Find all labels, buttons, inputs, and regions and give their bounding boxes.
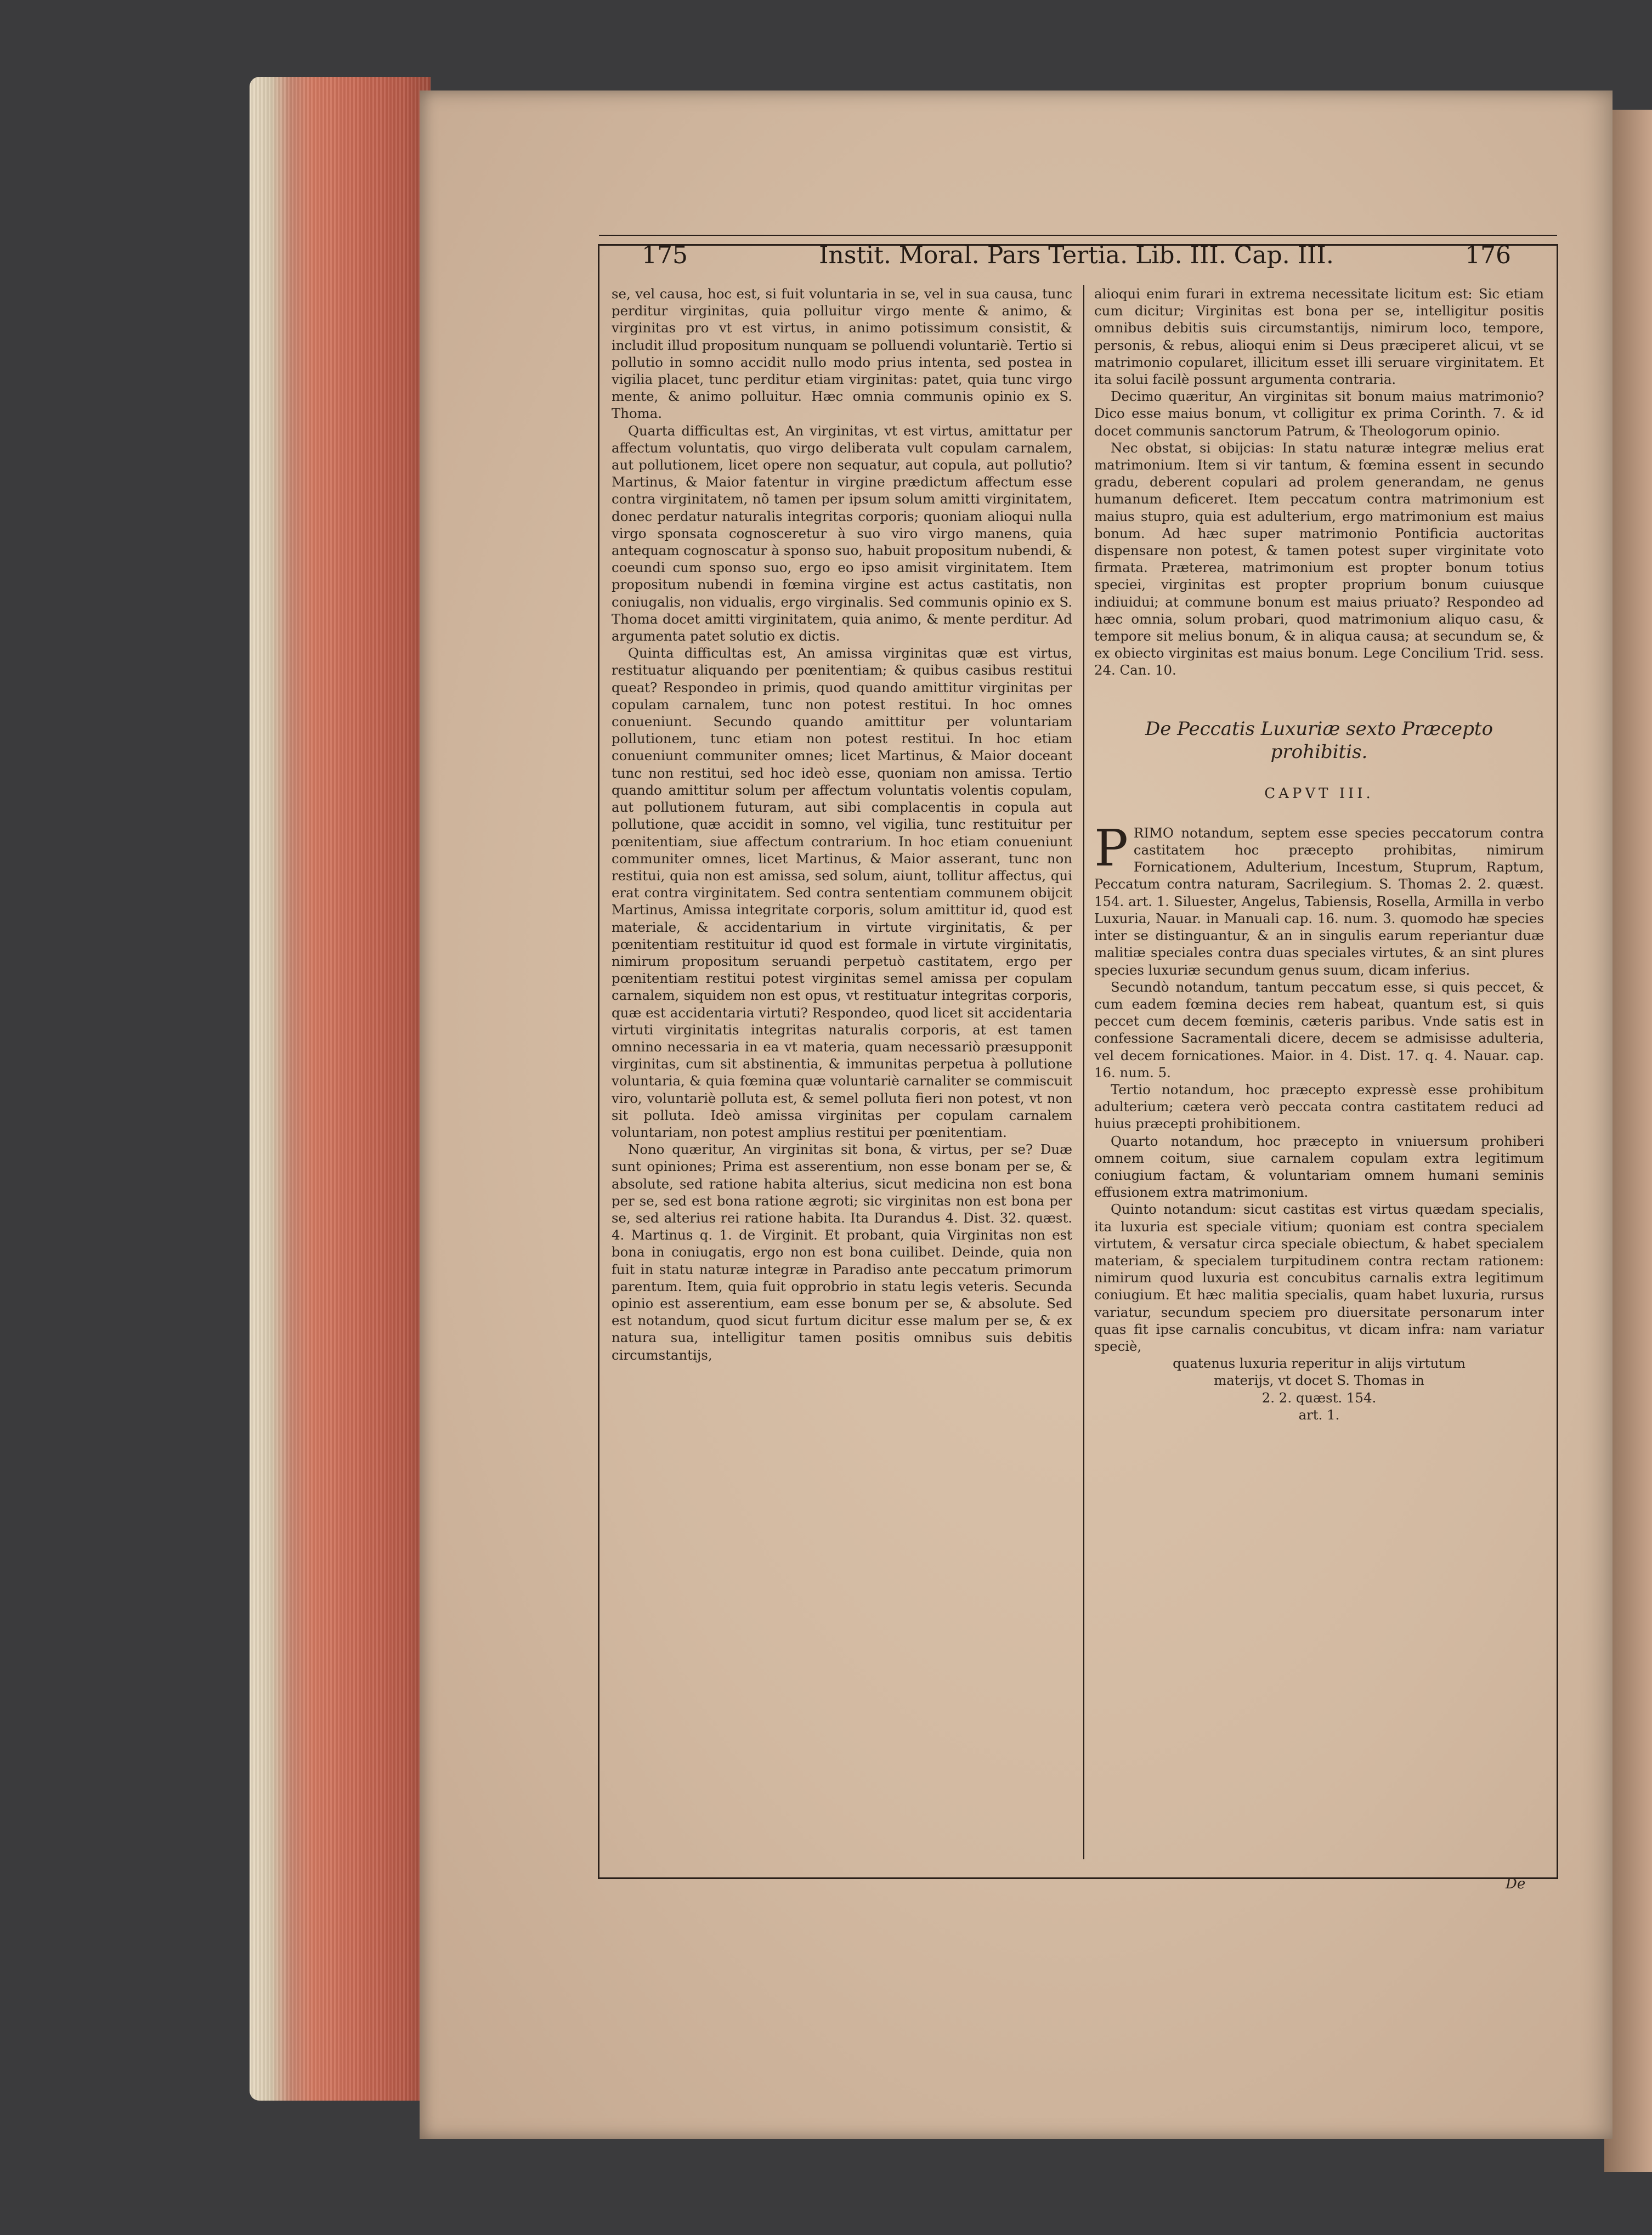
tapered-line: 2. 2. quæst. 154.	[1261, 1389, 1377, 1406]
paragraph: Decimo quæritur, An virginitas sit bonum maius matrimonio? Dico esse maius bonum, vt colligitur ex prima Corinth. 7. & id docet communis sanctorum Patrum, & Theologorum opinio.	[1094, 388, 1544, 439]
paragraph: Nono quæritur, An virginitas sit bona, & virtus, per se? Duæ sunt opiniones; Prima est asserentium, non esse bonam per se, & absolute, sed ratione habita alterius, sicut medicina non est bona per se, sed est bona ratione ægroti; sic virginitas non est bona per se, sed alterius rei ratione habita. Ita Durandus 4. Dist. 32. quæst. 4. Martinus q. 1. de Virginit. Et probant, quia Virginitas non est bona in coniugatis, ergo non est bona cuilibet. Deinde, quia non fuit in statu naturæ integræ in Paradiso ante peccatum primorum parentum. Item, quia fuit opprobrio in statu legis veteris. Secunda opinio est asserentium, eam esse bonum per se, & absolute. Sed est notandum, quod sicut furtum dicitur esse malum per se, & ex natura sua, intelligitur tamen positis omnibus suis debitis circumstantijs,	[612, 1141, 1072, 1363]
paragraph: Quinto notandum: sicut castitas est virtus quædam specialis, ita luxuria est speciale vitium; quoniam est contra specialem virtutem, & versatur circa speciale obiectum, & habet specialem materiam, & specialem turpitudinem contra rectam rationem: nimirum quod luxuria est concubitus carnalis extra legitimum coniugium. Et hæc malitia specialis, quam habet luxuria, rursus variatur, secundum speciem pro diuersitate personarum inter quas fit ipse carnalis concubitus, vt dicam infra: nam variatur speciè,	[1094, 1201, 1544, 1354]
paragraph: Tertio notandum, hoc præcepto expressè esse prohibitum adulterium; cætera verò peccata contra castitatem reduci ad huius præcepti prohibitionem.	[1094, 1081, 1544, 1132]
section-title: De Peccatis Luxuriæ sexto Præcepto prohibitis.	[1145, 717, 1493, 763]
right-column	[1094, 285, 1544, 1859]
running-title: Instit. Moral. Pars Tertia. Lib. III. Cap. III.	[819, 241, 1334, 269]
page-number-right: 176	[1465, 241, 1511, 269]
left-column	[612, 285, 1072, 1859]
column-divider	[1083, 285, 1084, 1859]
paragraph: Nec obstat, si obijcias: In statu naturæ integræ melius erat matrimonium. Item si vir tantum, & fœmina essent in secundo gradu, deberent copulari ad prolem generandam, ne genus humanum deficeret. Item peccatum contra matrimonium est maius stupro, quia est adulterium, ergo matrimonium est maius bonum. Ad hæc super matrimonio Pontificia auctoritas dispensare non potest, & tamen potest super virginitate voto firmata. Præterea, matrimonium est propter bonum totius speciei, virginitas est propter proprium bonum cuiusque indiuidui; at commune bonum est maius priuato? Respondeo ad hæc omnia, solum probari, quod matrimonium aliquo casu, & tempore sit melius bonum, & in aliqua causa; at secundum se, & ex obiecto virginitas est maius bonum. Lege Concilium Trid. sess. 24. Can. 10.	[1094, 439, 1544, 678]
chapter-heading: CAPVT III.	[1264, 785, 1374, 802]
paragraph: se, vel causa, hoc est, si fuit voluntaria in se, vel in sua causa, tunc perditur virginitas, quia polluitur virgo mente & animo, & virginitas pro vt est virtus, in animo potissimum consistit, & includit illud propositum nunquam se polluendi voluntariè. Tertio si pollutio in somno accidit nullo modo prius intenta, sed postea in vigilia placet, tunc perditur etiam virginitas: patet, quia tunc virgo mente, & animo polluitur. Hæc omnia communis opinio ex S. Thoma.	[612, 286, 1072, 422]
catchword: De	[1506, 1876, 1526, 1892]
paragraph-with-dropcap	[1094, 818, 1544, 978]
paragraph-text: RIMO notandum, septem esse species peccatorum contra castitatem hoc præcepto prohibitas, nimirum Fornicationem, Adulterium, Incestum, Stuprum, Raptum, Peccatum contra naturam, Sacrilegium. S. Thomas 2. 2. quæst. 154. art. 1. Siluester, Angelus, Tabiensis, Rosella, Armilla in verbo Luxuria, Nauar. in Manuali cap. 16. num. 3. quomodo hæ species inter se distinguantur, & an in singulis earum reperiantur duæ malitiæ speciales contra duas speciales virtutes, & an sint plures species luxuriæ secundum genus suum, dicam inferius.	[1094, 824, 1544, 978]
paragraph: Quinta difficultas est, An amissa virginitas quæ est virtus, restituatur aliquando per pœnitentiam; & quibus casibus restitui queat? Respondeo in primis, quod quando amittitur virginitas per copulam carnalem, tunc non potest restitui. In hoc omnes conueniunt. Secundo quando amittitur per voluntariam pollutionem, tunc etiam non potest restitui. In hoc etiam conueniunt communiter omnes; licet Martinus, & Maior doceant tunc non restitui, sed hoc ideò esse, quoniam non amissa. Tertio quando amittitur solum per affectum voluntatis volentis copulam, aut pollutionem futuram, aut sibi complacentis in copula aut pollutione, quæ accidit in somno, vel vigilia, tunc restituitur per pœnitentiam, siue affectum contrarium. In hoc etiam conueniunt communiter omnes, licet Martinus, & Maior asserant, tunc non restitui, quia non est amissa, sed solum, aiunt, tollitur affectus, qui erat contra virginitatem. Sed contra sententiam communem obijcit Martinus, Amissa integritate corporis, solum amittitur id, quod est materiale, & accidentarium in virtute virginitatis, & per pœnitentiam restituitur id quod est formale in virtute virginitatis, nimirum propositum seruandi perpetuò castitatem, ergo per pœnitentiam restitui potest virginitas semel amissa per copulam carnalem, siquidem non est opus, vt restituatur integritas corporis, quæ est accidentaria virtuti? Respondeo, quod licet sit accidentaria virtuti virginitatis integritas naturalis corporis, at est tamen omnino necessaria in ea vt materia, quam necessariò præsupponit virginitas, cum sit abstinentia, & immunitas perpetua à pollutione voluntaria, & quia fœmina quæ voluntariè carnaliter se commiscuit viro, voluntariè polluta est, & semel polluta fieri non potest, vt non sit polluta. Ideò amissa virginitas per copulam carnalem voluntariam, non potest amplius restitui per pœnitentiam.	[612, 645, 1072, 1140]
page-number-left: 175	[642, 241, 688, 269]
paragraph: Secundò notandum, tantum peccatum esse, si quis peccet, & cum eadem fœmina decies rem habeat, quantum est, si quis peccet cum decem fœminis, cæteris paribus. Vnde satis est in confessione Sacramentali dicere, decem se admisisse adulteria, vel decem fornicationes. Maior. in 4. Dist. 17. q. 4. Nauar. cap. 16. num. 5.	[1094, 978, 1544, 1080]
book-page-edges	[250, 77, 431, 2101]
tapered-line: materijs, vt docet S. Thomas in	[1214, 1372, 1424, 1389]
paragraph: alioqui enim furari in extrema necessitate licitum est: Sic etiam cum dicitur; Virginitas est bona per se, intelligitur positis omnibus debitis suis circumstantijs, nimirum loco, tempore, personis, & rebus, alioqui enim si Deus præciperet alicui, vt se matrimonio copularet, illicitum esset illi seruare virginitatem. Et ita solui facilè possunt argumenta contraria.	[1094, 286, 1544, 388]
paragraph: Quarto notandum, hoc præcepto in vniuersum prohiberi omnem coitum, siue carnalem copulam extra legitimum coniugium factam, & voluntariam omnem humani seminis effusionem extra matrimonium.	[1094, 1133, 1544, 1201]
paragraph: Quarta difficultas est, An virginitas, vt est virtus, amittatur per affectum voluntatis, quo virgo deliberata vult copulam carnalem, aut pollutionem, licet opere non sequatur, aut copula, aut pollutio? Martinus, & Maior fatentur in virgine prædictum affectum esse contra virginitatem, nõ tamen per ipsum solum amitti virginitatem, donec perdatur naturalis integritas corporis; quoniam alioqui nulla virgo sponsata cognosceretur à suo viro virgo manens, quia antequam cognoscatur à sponso suo, habuit propositum nubendi, & coeundi cum sponso suo, ergo eo ipso amisit virginitatem. Item propositum nubendi in fœmina virgine est actus castitatis, non coniugalis, non vidualis, ergo virginalis. Sed communis opinio ex S. Thoma docet amitti virginitatem, quia animo, & mente perditur. Ad argumenta patet solutio ex dictis.	[612, 422, 1072, 644]
tapered-line: art. 1.	[1298, 1406, 1340, 1423]
drop-capital: P	[1094, 818, 1128, 878]
tapered-line: quatenus luxuria reperitur in alijs virtutum	[1173, 1355, 1466, 1372]
